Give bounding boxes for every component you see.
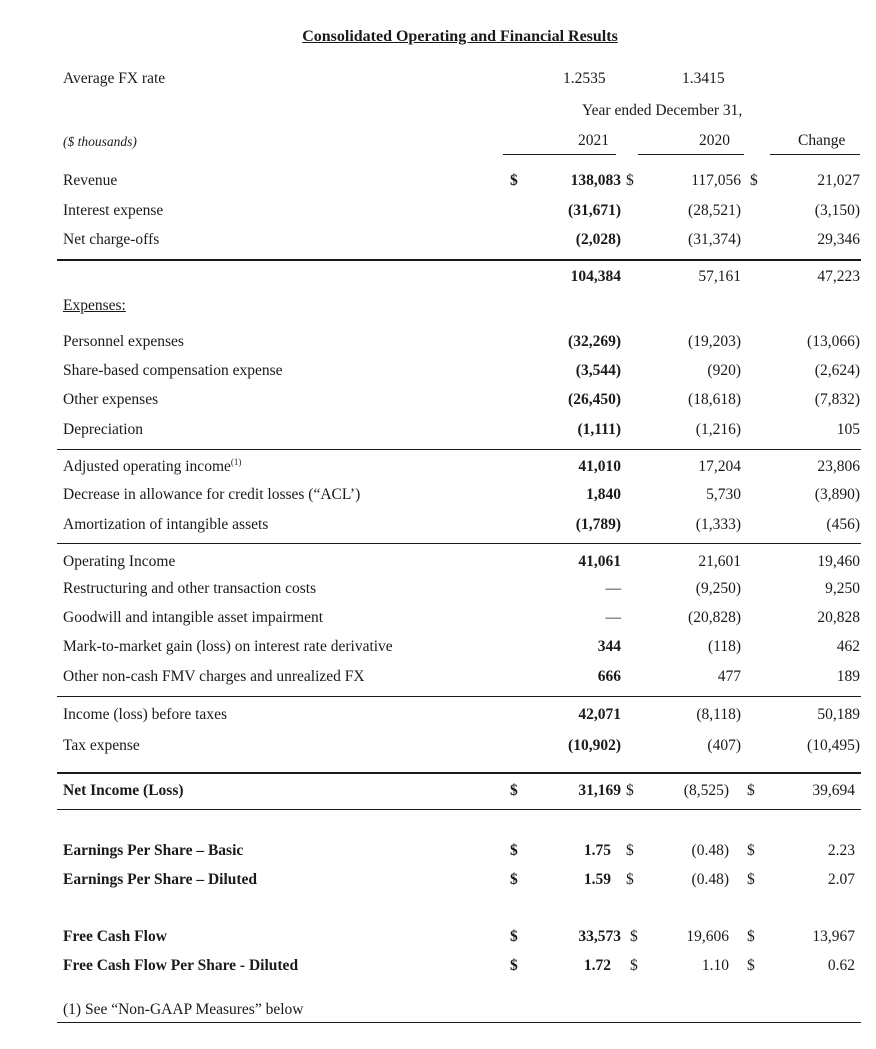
eps-diluted-2021: 1.59 xyxy=(583,871,611,888)
amortization-2021: (1,789) xyxy=(575,516,621,533)
interest-expense-2020: (28,521) xyxy=(688,202,741,219)
impairment-label: Goodwill and intangible asset impairment xyxy=(63,609,324,626)
impairment-change: 20,828 xyxy=(817,609,860,626)
col-change: Change xyxy=(798,132,846,149)
acl-decrease-2020: 5,730 xyxy=(706,486,741,503)
rule-net-income-top xyxy=(57,772,861,774)
share-based-2020: (920) xyxy=(707,362,741,379)
rule-footnote xyxy=(57,1022,861,1023)
net-chargeoffs-label: Net charge-offs xyxy=(63,231,160,248)
personnel-2020: (19,203) xyxy=(688,333,741,350)
net-income-2020: (8,525) xyxy=(683,782,729,799)
income-before-taxes-label: Income (loss) before taxes xyxy=(63,706,227,723)
subtotal-2020: 57,161 xyxy=(698,268,741,285)
depreciation-2021: (1,111) xyxy=(577,421,621,438)
tax-expense-2021: (10,902) xyxy=(568,737,621,754)
adj-operating-income-text: Adjusted operating income xyxy=(63,458,231,475)
personnel-change: (13,066) xyxy=(807,333,860,350)
operating-income-change: 19,460 xyxy=(817,553,860,570)
fcf-ps-2021: 1.72 xyxy=(583,957,611,974)
net-chargeoffs-change: 29,346 xyxy=(817,231,860,248)
revenue-change: 21,027 xyxy=(817,172,860,189)
eps-basic-dollar-b: $ xyxy=(626,842,634,859)
other-expenses-label: Other expenses xyxy=(63,391,159,408)
revenue-2020: 117,056 xyxy=(691,172,741,189)
other-noncash-change: 189 xyxy=(836,668,860,685)
adj-operating-income-2021: 41,010 xyxy=(578,458,621,475)
fcf-ps-2020: 1.10 xyxy=(701,957,729,974)
revenue-dollar-a: $ xyxy=(510,172,518,189)
fcf-ps-dollar-c: $ xyxy=(747,957,755,974)
amortization-label: Amortization of intangible assets xyxy=(63,516,269,533)
interest-expense-2021: (31,671) xyxy=(568,202,621,219)
other-noncash-label: Other non-cash FMV charges and unrealized FX xyxy=(63,668,365,685)
revenue-dollar-b: $ xyxy=(626,172,634,189)
rule-operating-income xyxy=(57,543,861,544)
restructuring-label: Restructuring and other transaction costs xyxy=(63,580,317,597)
restructuring-2021: — xyxy=(605,580,621,597)
interest-expense-change: (3,150) xyxy=(814,202,860,219)
fcf-ps-label: Free Cash Flow Per Share - Diluted xyxy=(63,957,299,974)
restructuring-change: 9,250 xyxy=(825,580,860,597)
tax-expense-label: Tax expense xyxy=(63,737,140,754)
rule-subtotal xyxy=(57,259,861,261)
eps-diluted-dollar-c: $ xyxy=(747,871,755,888)
rule-adj-operating xyxy=(57,449,861,450)
operating-income-2020: 21,601 xyxy=(698,553,741,570)
mtm-label: Mark-to-market gain (loss) on interest rate derivative xyxy=(63,638,393,655)
adj-operating-income-change: 23,806 xyxy=(817,458,860,475)
header-rule-2020 xyxy=(638,154,744,155)
expenses-header: Expenses: xyxy=(63,297,126,314)
personnel-label: Personnel expenses xyxy=(63,333,184,350)
tax-expense-change: (10,495) xyxy=(807,737,860,754)
fcf-ps-dollar-a: $ xyxy=(510,957,518,974)
acl-decrease-2021: 1,840 xyxy=(586,486,621,503)
fcf-change: 13,967 xyxy=(812,928,855,945)
subtotal-2021: 104,384 xyxy=(570,268,621,285)
net-income-dollar-b: $ xyxy=(626,782,634,799)
fx-2021: 1.2535 xyxy=(563,70,606,87)
eps-diluted-dollar-a: $ xyxy=(510,871,518,888)
operating-income-label: Operating Income xyxy=(63,553,176,570)
col-2021: 2021 xyxy=(578,132,609,149)
fcf-dollar-c: $ xyxy=(747,928,755,945)
amortization-change: (456) xyxy=(826,516,860,533)
net-income-dollar-a: $ xyxy=(510,782,518,799)
revenue-dollar-c: $ xyxy=(750,172,758,189)
net-income-change: 39,694 xyxy=(812,782,855,799)
rule-net-income-bottom xyxy=(57,809,861,810)
tax-expense-2020: (407) xyxy=(707,737,741,754)
eps-basic-2020: (0.48) xyxy=(691,842,729,859)
net-income-2021: 31,169 xyxy=(578,782,621,799)
footnote-marker: (1) xyxy=(230,457,242,467)
share-based-change: (2,624) xyxy=(814,362,860,379)
net-income-label: Net Income (Loss) xyxy=(63,782,184,799)
acl-decrease-label: Decrease in allowance for credit losses (“ACL’) xyxy=(63,486,361,503)
eps-diluted-label: Earnings Per Share – Diluted xyxy=(63,871,258,888)
income-before-taxes-2020: (8,118) xyxy=(696,706,741,723)
footnote: (1) See “Non-GAAP Measures” below xyxy=(63,1001,304,1018)
eps-basic-2021: 1.75 xyxy=(583,842,611,859)
revenue-label: Revenue xyxy=(63,172,118,189)
eps-diluted-dollar-b: $ xyxy=(626,871,634,888)
fcf-dollar-a: $ xyxy=(510,928,518,945)
eps-basic-dollar-c: $ xyxy=(747,842,755,859)
net-income-dollar-c: $ xyxy=(747,782,755,799)
header-rule-change xyxy=(770,154,860,155)
fcf-dollar-b: $ xyxy=(630,928,638,945)
header-rule-2021 xyxy=(503,154,616,155)
interest-expense-label: Interest expense xyxy=(63,202,164,219)
rule-income-before-taxes xyxy=(57,696,861,697)
fcf-ps-dollar-b: $ xyxy=(630,957,638,974)
fcf-2020: 19,606 xyxy=(686,928,729,945)
other-expenses-2021: (26,450) xyxy=(568,391,621,408)
mtm-change: 462 xyxy=(836,638,860,655)
units-label: ($ thousands) xyxy=(63,134,137,149)
amortization-2020: (1,333) xyxy=(695,516,741,533)
net-chargeoffs-2021: (2,028) xyxy=(575,231,621,248)
impairment-2021: — xyxy=(605,609,621,626)
eps-diluted-2020: (0.48) xyxy=(691,871,729,888)
other-noncash-2020: 477 xyxy=(717,668,741,685)
restructuring-2020: (9,250) xyxy=(695,580,741,597)
other-expenses-change: (7,832) xyxy=(814,391,860,408)
mtm-2021: 344 xyxy=(597,638,621,655)
eps-basic-dollar-a: $ xyxy=(510,842,518,859)
income-before-taxes-change: 50,189 xyxy=(817,706,860,723)
mtm-2020: (118) xyxy=(708,638,741,655)
eps-basic-label: Earnings Per Share – Basic xyxy=(63,842,244,859)
operating-income-2021: 41,061 xyxy=(578,553,621,570)
fcf-ps-change: 0.62 xyxy=(827,957,855,974)
period-header: Year ended December 31, xyxy=(582,102,743,119)
depreciation-change: 105 xyxy=(836,421,860,438)
income-before-taxes-2021: 42,071 xyxy=(578,706,621,723)
report-title: Consolidated Operating and Financial Results xyxy=(302,28,618,45)
eps-diluted-change: 2.07 xyxy=(827,871,855,888)
fcf-label: Free Cash Flow xyxy=(63,928,167,945)
personnel-2021: (32,269) xyxy=(568,333,621,350)
adj-operating-income-label xyxy=(63,458,241,476)
depreciation-label: Depreciation xyxy=(63,421,144,438)
share-based-2021: (3,544) xyxy=(575,362,621,379)
fx-label: Average FX rate xyxy=(63,70,166,87)
adj-operating-income-2020: 17,204 xyxy=(698,458,741,475)
fx-2020: 1.3415 xyxy=(682,70,725,87)
col-2020: 2020 xyxy=(699,132,730,149)
eps-basic-change: 2.23 xyxy=(827,842,855,859)
net-chargeoffs-2020: (31,374) xyxy=(688,231,741,248)
impairment-2020: (20,828) xyxy=(688,609,741,626)
revenue-2021: 138,083 xyxy=(570,172,621,189)
acl-decrease-change: (3,890) xyxy=(814,486,860,503)
subtotal-change: 47,223 xyxy=(817,268,860,285)
share-based-label: Share-based compensation expense xyxy=(63,362,283,379)
depreciation-2020: (1,216) xyxy=(695,421,741,438)
fcf-2021: 33,573 xyxy=(578,928,621,945)
other-noncash-2021: 666 xyxy=(597,668,621,685)
other-expenses-2020: (18,618) xyxy=(688,391,741,408)
